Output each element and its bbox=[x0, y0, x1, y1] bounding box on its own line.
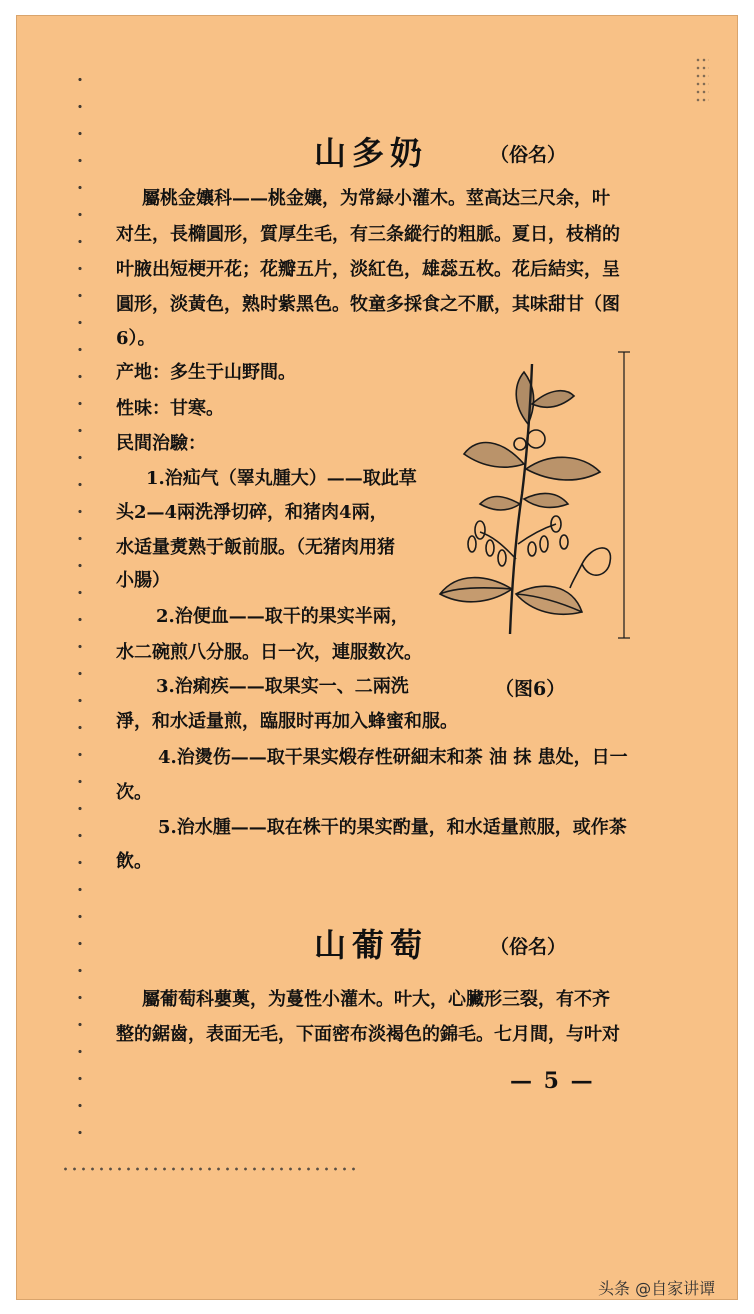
section1-title: 山多奶 bbox=[314, 134, 429, 172]
remedy-line: 2.治便血——取干的果实半兩， bbox=[156, 606, 409, 627]
remedy-line: 头2—4兩洗淨切碎，和猪肉4兩， bbox=[116, 502, 388, 523]
section1-intro-line: 6）。 bbox=[116, 328, 156, 349]
page-number: — 5 — bbox=[510, 1068, 595, 1094]
remedies-heading: 民間治驗： bbox=[116, 433, 206, 454]
section2-intro-line: 屬葡萄科蘡薁，为蔓性小灌木。叶大，心臟形三裂，有不齐 bbox=[142, 989, 610, 1010]
page-edge-marks bbox=[61, 1166, 361, 1172]
origin-text: 产地：多生于山野間。 bbox=[116, 362, 296, 383]
section1-intro-line: 屬桃金孃科——桃金孃，为常緑小灌木。莖高达三尺余，叶 bbox=[142, 188, 610, 209]
section2-title: 山葡萄 bbox=[314, 926, 429, 964]
binding-holes bbox=[75, 66, 93, 1146]
watermark-text: 头条 @自家讲谭 bbox=[598, 1279, 716, 1298]
remedy-line: 飲。 bbox=[116, 851, 152, 872]
remedy-line: 水二碗煎八分服。日一次，連服数次。 bbox=[116, 642, 422, 663]
remedy-line: 小腸） bbox=[116, 570, 170, 591]
section1-alias: （俗名） bbox=[490, 144, 567, 166]
remedy-line: 3.治痢疾——取果实一、二兩洗 bbox=[156, 676, 409, 697]
corner-marks bbox=[695, 56, 709, 106]
figure-caption: （图6） bbox=[495, 678, 566, 700]
remedy-line: 5.治水腫——取在株干的果实酌量，和水适量煎服，或作茶 bbox=[158, 817, 627, 838]
remedy-line: 淨，和水适量煎，臨服时再加入蜂蜜和服。 bbox=[116, 711, 458, 732]
remedy-line: 4.治燙伤——取干果实煅存性研細末和茶 油 抹 患处，日一 bbox=[158, 747, 628, 768]
remedy-line: 次。 bbox=[116, 782, 152, 803]
plant-illustration bbox=[432, 344, 632, 649]
section1-intro-line: 叶腋出短梗开花；花瓣五片，淡紅色，雄蕊五枚。花后結实，呈 bbox=[116, 259, 620, 280]
section1-intro-line: 对生，長橢圓形，質厚生毛，有三条縱行的粗脈。夏日，枝梢的 bbox=[116, 224, 620, 245]
nature-text: 性味：甘寒。 bbox=[116, 398, 224, 419]
remedy-line: 水适量煑熟于飯前服。（无猪肉用猪 bbox=[116, 537, 395, 558]
section2-intro-line: 整的鋸齒，表面无毛，下面密布淡褐色的錦毛。七月間，与叶对 bbox=[116, 1024, 620, 1045]
remedy-line: 1.治疝气（睪丸腫大）——取此草 bbox=[146, 468, 417, 489]
section2-alias: （俗名） bbox=[490, 936, 567, 958]
section1-intro-line: 圓形，淡黃色，熟时紫黑色。牧童多採食之不厭，其味甜甘（图 bbox=[116, 294, 620, 315]
